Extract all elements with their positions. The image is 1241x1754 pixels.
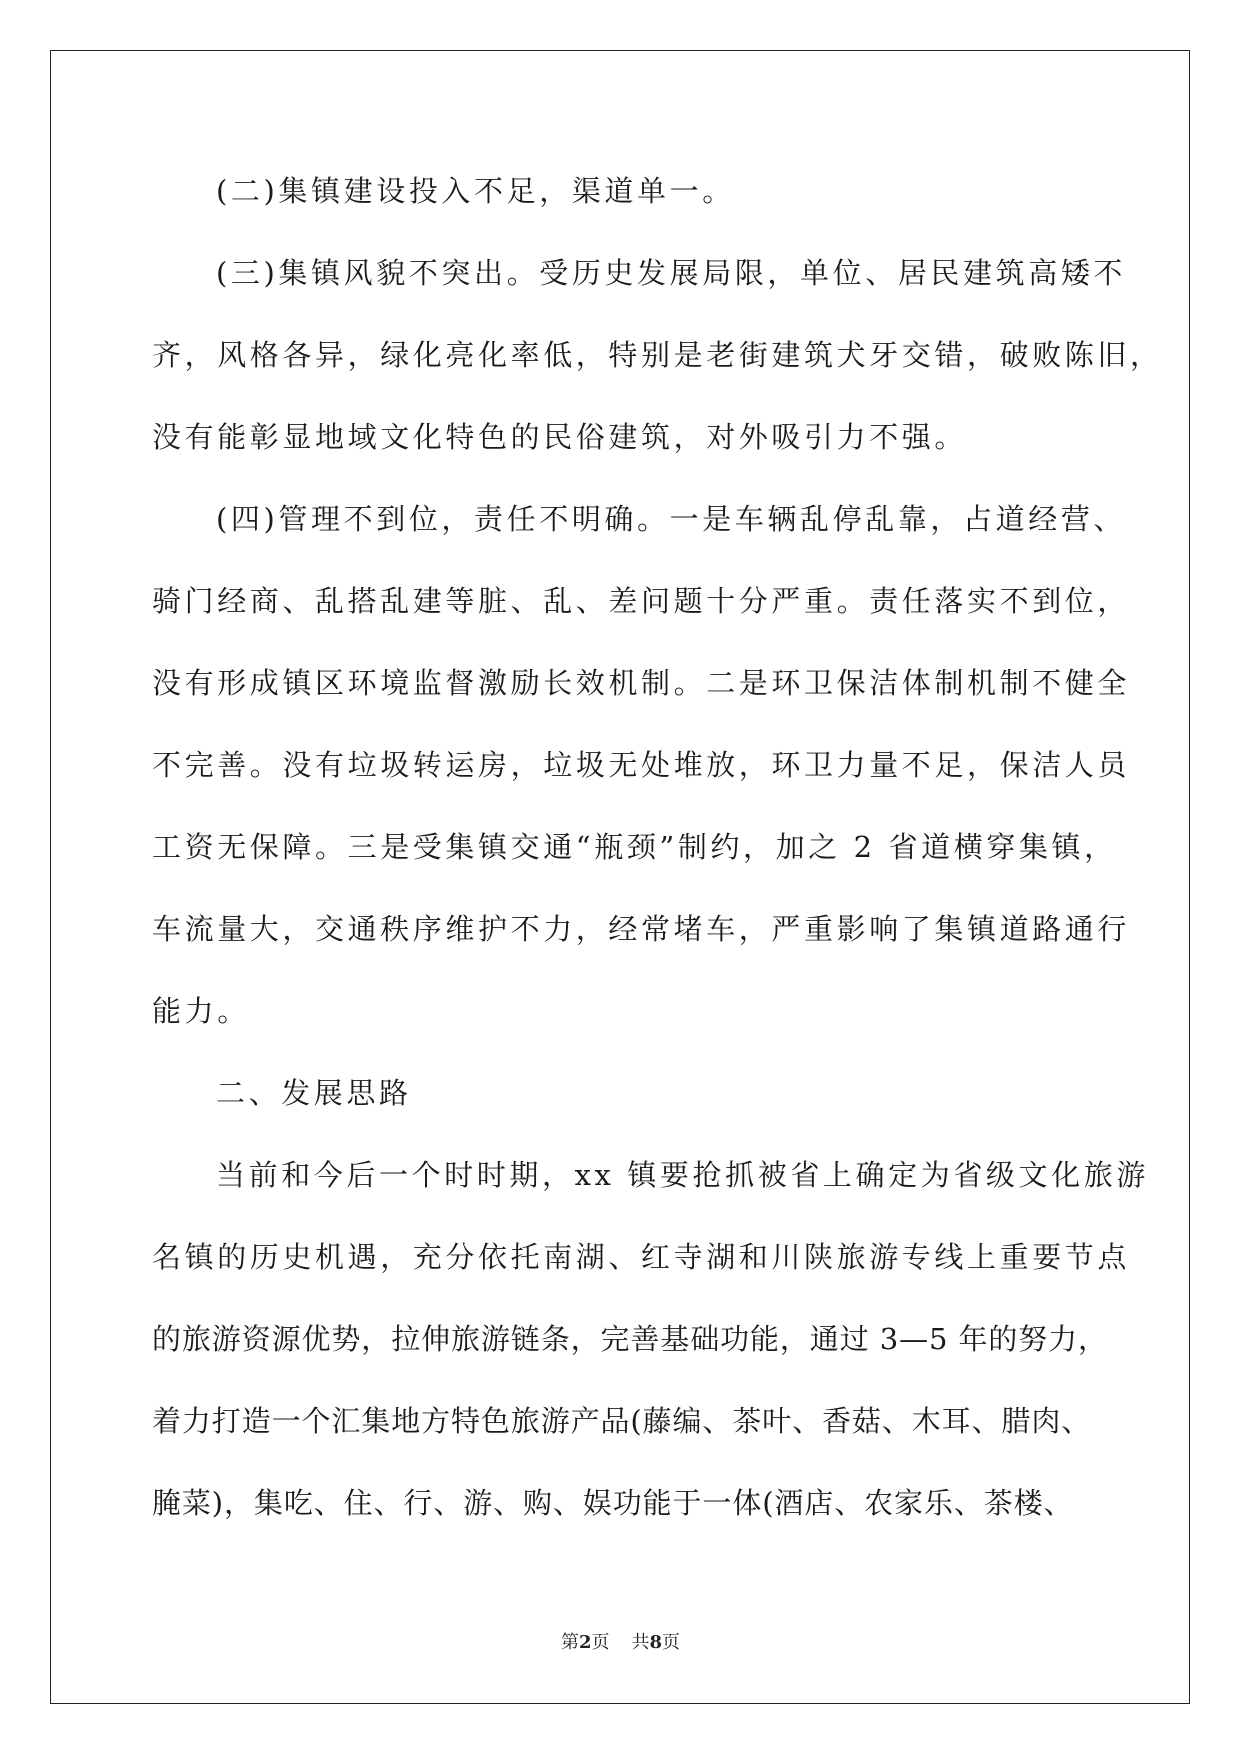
total-prefix: 共 — [631, 1632, 650, 1653]
total-suffix: 页 — [662, 1632, 681, 1653]
section-heading: 二、发展思路 — [216, 1076, 412, 1110]
paragraph-line: 没有能彰显地域文化特色的民俗建筑，对外吸引力不强。 — [152, 420, 968, 454]
page-number: 2 — [578, 1632, 592, 1653]
page-footer — [0, 1628, 1241, 1654]
paragraph-line: 工资无保障。三是受集镇交通“瓶颈”制约，加之 2 省道横穿集镇， — [152, 830, 1117, 864]
paragraph-line: 当前和今后一个时时期，xx 镇要抢抓被省上确定为省级文化旅游 — [216, 1158, 1149, 1192]
paragraph-line: 的旅游资源优势，拉伸旅游链条，完善基础功能，通过 3—5 年的努力， — [152, 1322, 1108, 1356]
paragraph-line: (四)管理不到位，责任不明确。一是车辆乱停乱靠，占道经营、 — [216, 502, 1127, 536]
paragraph-line: 车流量大，交通秩序维护不力，经常堵车，严重影响了集镇道路通行 — [152, 912, 1131, 946]
paragraph-line: 着力打造一个汇集地方特色旅游产品(藤编、茶叶、香菇、木耳、腊肉、 — [152, 1404, 1092, 1438]
paragraph-line: (二)集镇建设投入不足，渠道单一。 — [216, 174, 735, 208]
document-body — [152, 150, 1163, 1544]
paragraph-line: 腌菜)，集吃、住、行、游、购、娱功能于一体(酒店、农家乐、茶楼、 — [152, 1486, 1074, 1520]
paragraph-line: 齐，风格各异，绿化亮化率低，特别是老街建筑犬牙交错，破败陈旧， — [152, 338, 1163, 372]
page-suffix: 页 — [591, 1632, 610, 1653]
paragraph-line: 名镇的历史机遇，充分依托南湖、红寺湖和川陕旅游专线上重要节点 — [152, 1240, 1131, 1274]
paragraph-line: 没有形成镇区环境监督激励长效机制。二是环卫保洁体制机制不健全 — [152, 666, 1131, 700]
total-pages: 8 — [649, 1632, 663, 1653]
page-prefix: 第 — [560, 1632, 579, 1653]
paragraph-line: 骑门经商、乱搭乱建等脏、乱、差问题十分严重。责任落实不到位， — [152, 584, 1131, 618]
paragraph-line: 能力。 — [152, 994, 250, 1028]
paragraph-line: 不完善。没有垃圾转运房，垃圾无处堆放，环卫力量不足，保洁人员 — [152, 748, 1131, 782]
paragraph-line: (三)集镇风貌不突出。受历史发展局限，单位、居民建筑高矮不 — [216, 256, 1127, 290]
